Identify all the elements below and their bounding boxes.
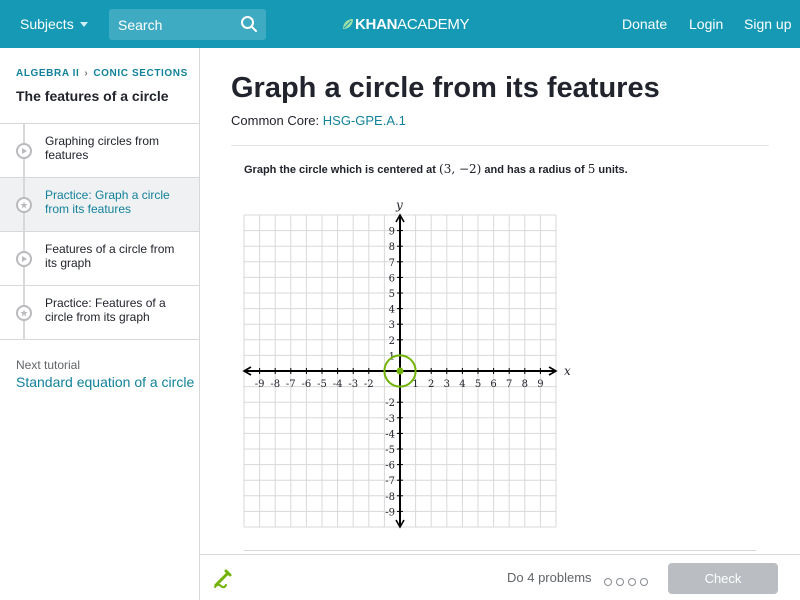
sidebar-item-graphing-circles-video[interactable] (0, 124, 199, 178)
sidebar-item-practice-graph-circle[interactable] (0, 178, 199, 232)
x-tick-label: 3 (443, 379, 450, 390)
progress-dot (616, 578, 624, 586)
scratchpad-pencil-icon[interactable] (212, 567, 234, 589)
y-tick-label: 5 (388, 289, 395, 300)
chevron-right-icon: › (84, 68, 89, 79)
next-tutorial-link[interactable]: Standard equation of a circle (16, 374, 195, 390)
y-tick-label: 3 (388, 320, 395, 332)
tutorial-sidebar (0, 48, 200, 600)
prompt-text-start: Graph the circle which is centered at (244, 164, 440, 176)
breadcrumb-conic-sections[interactable]: CONIC SECTIONS (93, 68, 188, 79)
coordinate-graph[interactable] (241, 193, 571, 533)
x-tick-label: 5 (474, 379, 482, 390)
search-icon[interactable] (240, 15, 258, 33)
prompt-text-end: units. (595, 164, 628, 176)
y-tick-label: -4 (385, 429, 395, 441)
y-tick-label: -8 (385, 491, 395, 503)
y-tick-label: -6 (385, 460, 395, 472)
logo-text-bold: KHAN (355, 16, 398, 33)
star-icon (16, 197, 32, 213)
next-tutorial-label: Next tutorial (16, 358, 81, 372)
problem-count-label: Do 4 problems (507, 570, 592, 585)
y-tick-label: -9 (385, 507, 395, 519)
x-tick-label: 7 (506, 379, 513, 390)
star-icon (16, 305, 32, 321)
sidebar-item-practice-features[interactable] (0, 286, 199, 340)
search-input[interactable] (109, 9, 239, 40)
page-title: Graph a circle from its features (231, 72, 660, 104)
chevron-down-icon (80, 22, 88, 27)
subjects-menu[interactable] (20, 16, 88, 32)
problem-prompt (244, 162, 628, 176)
common-core-link[interactable]: HSG-GPE.A.1 (322, 113, 406, 128)
y-tick-label: -7 (385, 476, 395, 488)
divider (244, 550, 756, 551)
y-tick-label: -2 (385, 398, 395, 410)
check-button[interactable]: Check (668, 563, 778, 594)
progress-dot (604, 578, 612, 586)
y-tick-label: 2 (388, 335, 395, 347)
x-tick-label: -9 (254, 379, 265, 390)
x-tick-label: 1 (412, 379, 419, 390)
search-box[interactable] (109, 9, 266, 40)
y-axis-label: y (396, 198, 403, 212)
progress-dot (640, 578, 648, 586)
y-tick-label: 4 (388, 304, 395, 316)
sidebar-item-label: Graphing circles from features (45, 134, 160, 162)
login-link[interactable]: Login (689, 16, 724, 32)
subjects-label: Subjects (20, 16, 74, 32)
khan-academy-logo[interactable] (342, 16, 469, 33)
divider (231, 145, 769, 146)
x-tick-label: -7 (285, 379, 296, 390)
sidebar-item-label: Practice: Graph a circle from its features (45, 188, 170, 216)
common-core-standard (231, 113, 406, 128)
x-tick-label: -2 (363, 379, 374, 390)
y-tick-label: -3 (385, 413, 395, 425)
prompt-text-middle: and has a radius of (481, 164, 588, 176)
y-tick-label: -5 (385, 445, 395, 456)
play-icon (16, 251, 32, 267)
leaf-icon (342, 18, 354, 30)
y-tick-label: 1 (388, 351, 395, 363)
x-tick-label: 9 (537, 379, 544, 390)
x-tick-label: -4 (332, 379, 343, 390)
y-tick-label: 6 (388, 273, 395, 285)
progress-dot (628, 578, 636, 586)
logo-text: ACADEMY (397, 16, 470, 33)
prompt-center-math: (3, −2) (439, 162, 482, 176)
y-tick-label: 8 (388, 242, 395, 254)
common-core-label: Common Core: (231, 113, 320, 128)
tutorial-title: The features of a circle (16, 88, 169, 104)
y-tick-label: 7 (388, 257, 395, 269)
sidebar-item-label: Features of a circle from its graph (45, 242, 175, 270)
x-tick-label: -3 (348, 379, 359, 390)
top-nav-bar (0, 0, 800, 48)
signup-link[interactable]: Sign up (744, 16, 792, 32)
x-tick-label: -6 (301, 379, 312, 390)
x-tick-label: 2 (428, 379, 435, 390)
x-tick-label: 4 (459, 379, 466, 390)
sidebar-item-label: Practice: Features of a circle from its graph (45, 296, 166, 324)
circle-center-handle[interactable] (397, 368, 404, 375)
breadcrumb (16, 68, 188, 79)
x-tick-label: -5 (317, 379, 327, 390)
prompt-radius-math: 5 (587, 162, 596, 176)
problem-progress-dots (604, 573, 652, 591)
exercise-footer (200, 554, 800, 600)
tutorial-item-list (0, 123, 199, 340)
x-tick-label: 6 (490, 379, 497, 390)
x-axis-label: x (564, 364, 571, 378)
y-tick-label: 9 (388, 226, 395, 238)
x-tick-label: -8 (270, 379, 281, 390)
x-tick-label: 8 (521, 379, 528, 390)
play-icon (16, 143, 32, 159)
breadcrumb-algebra-ii[interactable]: ALGEBRA II (16, 68, 80, 79)
donate-link[interactable]: Donate (622, 16, 668, 32)
sidebar-item-features-video[interactable] (0, 232, 199, 286)
